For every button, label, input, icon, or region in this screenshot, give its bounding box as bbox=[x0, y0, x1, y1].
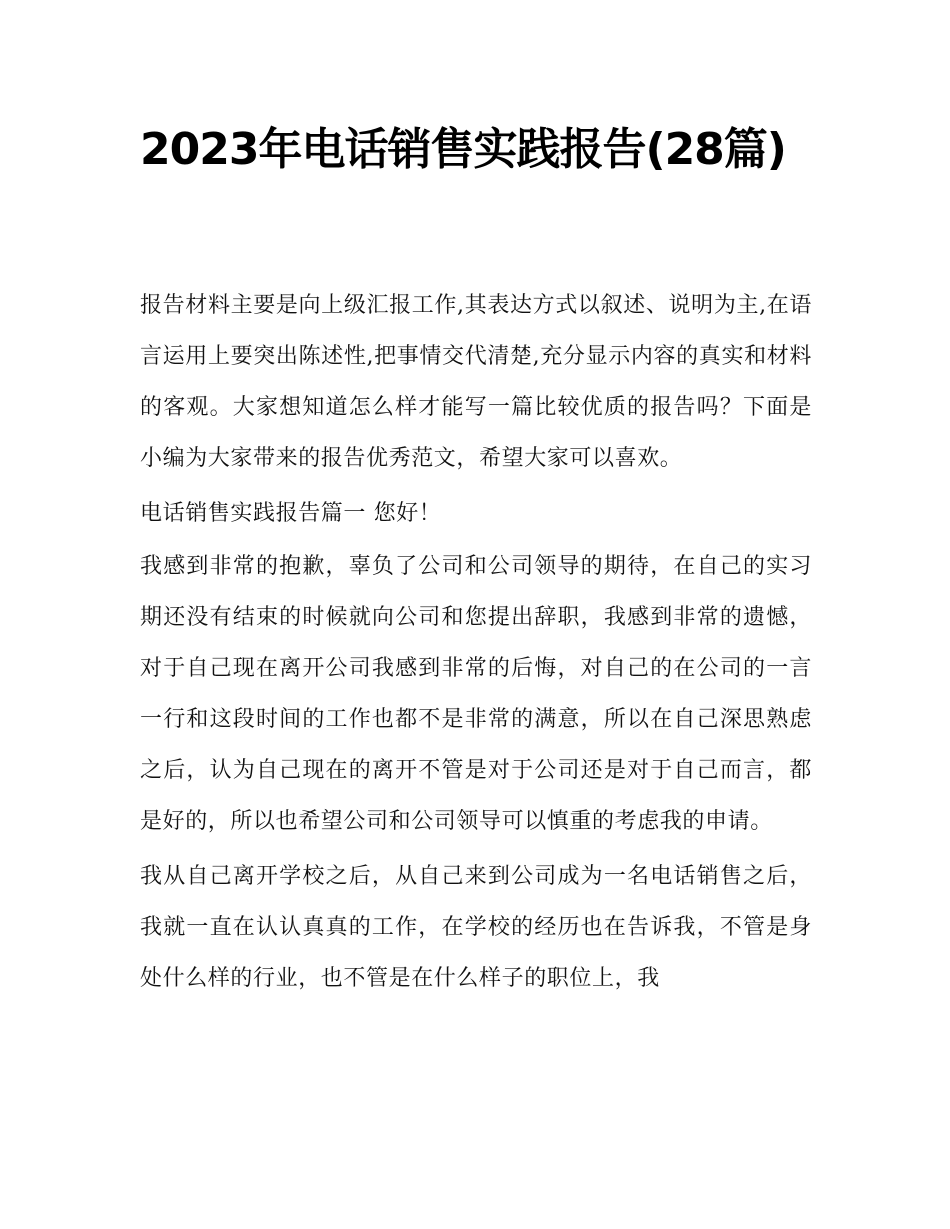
intro-paragraph: 报告材料主要是向上级汇报工作,其表达方式以叙述、说明为主,在语言运用上要突出陈述性,把事情交代清楚,充分显示内容的真实和材料的客观。大家想知道怎么样才能写一篇比较优质的报告吗？下面是小编为大家带来的报告优秀范文，希望大家可以喜欢。 bbox=[140, 293, 812, 471]
body-paragraph: 我从自己离开学校之后，从自己来到公司成为一名电话销售之后，我就一直在认认真真的工作，在学校的经历也在告诉我，不管是身处什么样的行业，也不管是在什么样子的职位上，我 bbox=[140, 864, 812, 991]
document-body bbox=[140, 280, 812, 1008]
section-heading-paragraph: 电话销售实践报告篇一 您好！ bbox=[140, 501, 442, 526]
body-paragraph: 我感到非常的抱歉，辜负了公司和公司领导的期待，在自己的实习期还没有结束的时候就向公司和您提出辞职，我感到非常的遗憾，对于自己现在离开公司我感到非常的后悔，对自己的在公司的一言一行和这段时间的工作也都不是非常的满意，所以在自己深思熟虑之后，认为自己现在的离开不管是对于公司还是对于自己而言，都是好的，所以也希望公司和公司领导可以慎重的考虑我的申请。 bbox=[140, 554, 812, 834]
document-title: 2023年电话销售实践报告(28篇) bbox=[140, 124, 786, 175]
